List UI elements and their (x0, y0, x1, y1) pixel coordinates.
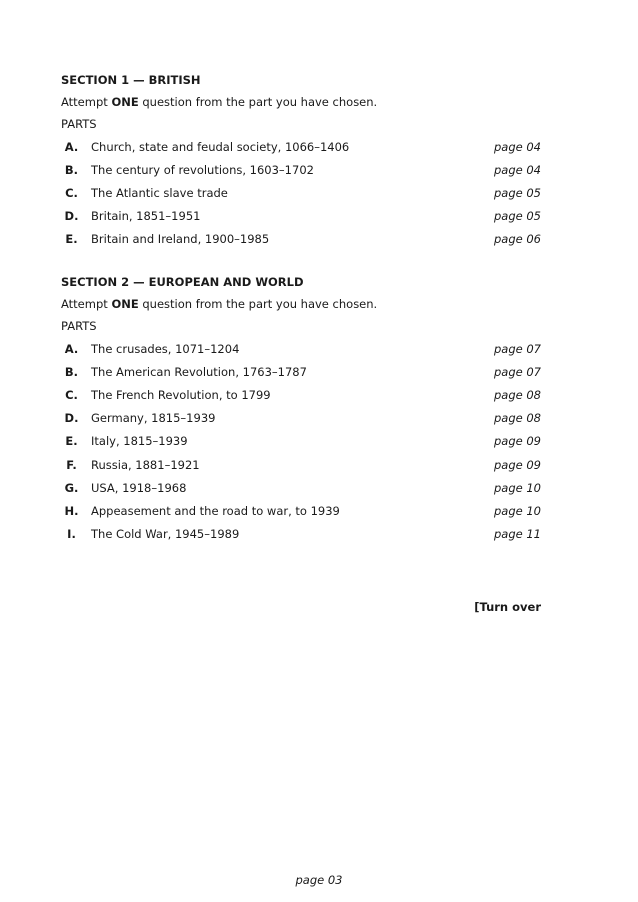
section-instruction (61, 95, 541, 109)
part-page: page 07 (493, 364, 541, 379)
page-number: page 03 (295, 873, 343, 887)
part-title: USA, 1918–1968 (91, 480, 187, 495)
part-letter: C. (65, 387, 78, 402)
list-item (61, 158, 541, 181)
section-instruction (61, 297, 541, 311)
turn-over-note: [Turn over (474, 600, 541, 614)
part-page: page 10 (493, 503, 541, 518)
instruction-text: Attempt (61, 297, 112, 311)
list-item (61, 205, 541, 228)
list-item (61, 453, 541, 476)
part-page: page 05 (493, 185, 541, 200)
part-letter: B. (64, 162, 79, 177)
part-page: page 04 (493, 162, 541, 177)
list-item (61, 135, 541, 158)
part-letter: E. (65, 232, 78, 247)
parts-list (61, 337, 541, 546)
parts-label: PARTS (61, 117, 97, 131)
part-title: The Cold War, 1945–1989 (91, 527, 240, 542)
section-title: SECTION 2 — EUROPEAN AND WORLD (61, 275, 304, 289)
part-title: Britain and Ireland, 1900–1985 (91, 232, 270, 247)
list-item (61, 337, 541, 360)
part-title: The crusades, 1071–1204 (91, 341, 240, 356)
part-letter: F. (66, 457, 77, 472)
part-title: Italy, 1815–1939 (91, 434, 188, 449)
part-page: page 09 (493, 457, 541, 472)
instruction-emphasis: ONE (111, 95, 139, 109)
part-letter: I. (67, 527, 76, 542)
list-item (61, 499, 541, 522)
part-letter: C. (65, 185, 78, 200)
list-item (61, 476, 541, 499)
list-item (61, 383, 541, 406)
part-title: The Atlantic slave trade (91, 185, 228, 200)
list-item (61, 360, 541, 383)
part-title: Britain, 1851–1951 (91, 209, 201, 224)
part-page: page 04 (493, 139, 541, 154)
part-page: page 09 (493, 434, 541, 449)
part-page: page 08 (493, 387, 541, 402)
parts-label: PARTS (61, 319, 97, 333)
list-item (61, 181, 541, 204)
part-page: page 08 (493, 411, 541, 426)
part-letter: D. (64, 411, 79, 426)
part-title: The century of revolutions, 1603–1702 (91, 162, 314, 177)
section-1 (61, 73, 541, 251)
list-item (61, 407, 541, 430)
list-item (61, 430, 541, 453)
list-item (61, 523, 541, 546)
part-title: The American Revolution, 1763–1787 (91, 364, 307, 379)
instruction-text: Attempt (61, 95, 112, 109)
part-letter: B. (64, 364, 79, 379)
part-page: page 11 (493, 527, 541, 542)
parts-list (61, 135, 541, 251)
section-title: SECTION 1 — BRITISH (61, 73, 201, 87)
part-title: The French Revolution, to 1799 (91, 387, 271, 402)
part-letter: H. (64, 503, 79, 518)
list-item (61, 228, 541, 251)
part-title: Church, state and feudal society, 1066–1406 (91, 139, 350, 154)
instruction-text: question from the part you have chosen. (138, 95, 378, 109)
part-page: page 07 (493, 341, 541, 356)
instruction-text: question from the part you have chosen. (138, 297, 378, 311)
part-letter: D. (64, 209, 79, 224)
part-page: page 05 (493, 209, 541, 224)
part-page: page 10 (493, 480, 541, 495)
part-page: page 06 (493, 232, 541, 247)
part-letter: A. (64, 341, 79, 356)
part-title: Germany, 1815–1939 (91, 411, 216, 426)
part-letter: E. (65, 434, 78, 449)
part-letter: A. (64, 139, 79, 154)
part-title: Appeasement and the road to war, to 1939 (91, 503, 340, 518)
part-title: Russia, 1881–1921 (91, 457, 200, 472)
section-2 (61, 275, 541, 546)
instruction-emphasis: ONE (111, 297, 139, 311)
part-letter: G. (64, 480, 79, 495)
